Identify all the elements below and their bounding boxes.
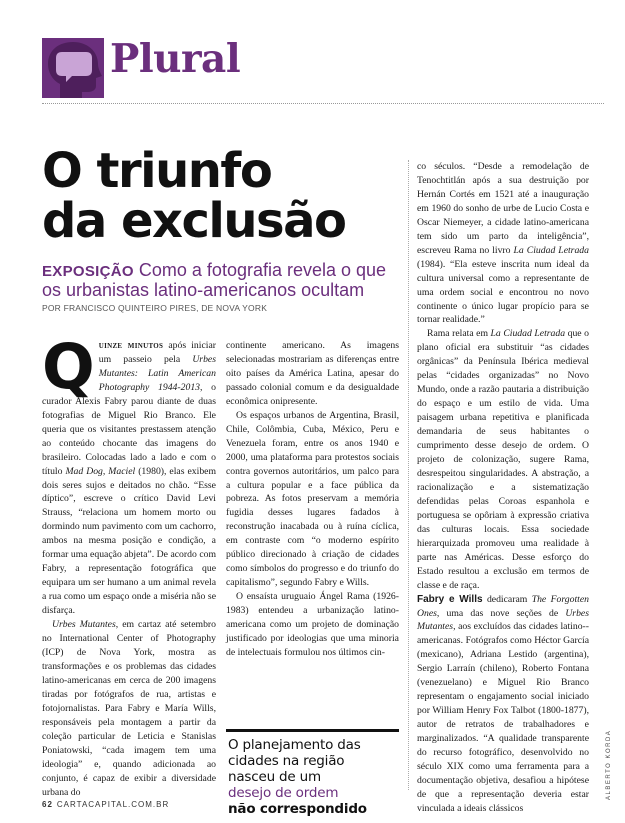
text-run: Rama relata em — [427, 328, 491, 340]
text-run: que o plano oficial era substituir “as cidades orgânicas” da Península Ibérica medieval pelas “cidades organizadas” no Novo Mundo, onde a razão pautaria a distribuição do espaço e um estilo de vida. Uma paisagem urbana repetitiva e planificada demandaria de seus habitantes o cumprimento desse desejo de ordem. O projeto de colonização, sugere Rama, desrespeitou singularidades. A abstração, a racionalização e a sistematização defendidas pelas Coroas espanhola e portuguesa se opôriam à expressão criativa das culturas locais. Essa sociedade hierarquizada promoveu uma realidade à parte nas Américas. Desse esforço do Estado resultou a exclusão em termos de classe e de raça. — [417, 328, 589, 591]
paragraph — [417, 593, 589, 816]
pullquote-line: nasceu de um — [228, 769, 321, 785]
section-title-italic: The Forgotten Ones — [417, 593, 589, 619]
page-footer — [42, 800, 169, 809]
headline — [42, 143, 402, 249]
text-run: , uma das nove seções de — [436, 607, 566, 619]
deck-text: Como a fotografia revela o que os urbanistas latino-americanos ocultam — [42, 260, 387, 300]
exhibition-title: Urbes Mutantes: Latin American Photography 1944-2013 — [98, 353, 216, 393]
book-title: La Ciudad Letrada — [490, 328, 566, 340]
text-run: (1984). “Ela esteve inscrita num ideal da cultura universal como a representante de uma ordem social e encontrou no novo continente o único lugar propício para se tornar realidade.” — [417, 258, 589, 326]
exhibition-title: Urbes Mutantes — [52, 619, 116, 631]
byline: POR FRANCISCO QUINTEIRO PIRES, DE NOVA YORK — [42, 303, 268, 313]
text-run: (1980), elas exibem dois seres sujos e deitados no chão. “Esse díptico”, escreve o crítico David Levi Strauss, “relaciona um homem morto ou dormindo num pavimento com um cachorro, ambos na mesma posição e condição, a formar uma equação abjeta”. De acordo com Fabry, a representação fotográfica que equipara um ser humano a um animal revela a rua como um espaço onde a miséria não se disfarça. — [42, 465, 216, 617]
pullquote-line: não correspondido — [228, 801, 367, 817]
text-run: , o curador Alexis Fabry parou diante de duas fotografias de Miguel Rio Branco. Ele queria que os visitantes prestassem atenção ao conteúdo chocante das imagens do brasileiro. Colocadas lado a lado e com o título — [42, 381, 217, 477]
paragraph: O ensaísta uruguaio Ángel Rama (1926-1983) entendeu a urbanização latino-americana como um projeto de dominação justificado por ideologias que uma minoria de intelectuais formulou nos últimos cin- — [226, 591, 399, 658]
pullquote-line: cidades na região — [228, 753, 345, 769]
text-run: , em cartaz até setembro no International Center of Photography (ICP) de Nova York, mostra as transformações e os problemas das cidades latino-americanas em cerca de 200 imagens tiradas por fotógrafos de rua, artistas e fotojornalistas. Para Fabry e María Wills, responsáveis pela montagem a partir da coleção particular de Leticia e Stanislas Poniatowski, “cada imagem tem uma ideologia” e, quando adicionada ao conjunto, é capaz de exibir a diversidade urbana do — [42, 619, 216, 798]
body-column-2 — [226, 339, 399, 660]
body-column-1 — [42, 330, 217, 799]
deck-kicker: EXPOSIÇÃO — [42, 263, 134, 280]
column-divider — [408, 160, 409, 790]
paragraph — [42, 618, 216, 799]
paragraph: Os espaços urbanos de Argentina, Brasil, Chile, Colômbia, Cuba, México, Peru e Venezuela foram, entre os anos 1940 e 2000, uma plataforma para protestos sociais contra governos autoritários, um palco para a cultura popular e a face pública da pobreza. As fotos preservam a memória fugidia desses lugares fadados à reconstrução inacabada ou à ruína cíclica, em contraste com “o moderno espírito público direcionado à criação de cidades como símbolos do progresso e do triunfo do capitalismo”, segundo Fabry e Wills. — [226, 409, 399, 589]
lead-in: uinze minutos — [98, 340, 164, 351]
headline-line-2: da exclusão — [42, 193, 346, 249]
body-column-3 — [417, 160, 589, 816]
paragraph — [42, 330, 217, 618]
pullquote — [228, 737, 398, 817]
paragraph — [417, 327, 589, 592]
text-run: dedicaram — [482, 593, 532, 605]
deck — [42, 261, 402, 299]
headline-line-1: O triunfo — [42, 143, 272, 199]
subhead: Fabry e Wills — [417, 593, 483, 605]
site-url: CARTACAPITAL.COM.BR — [56, 800, 170, 809]
pullquote-highlight: desejo de ordem — [228, 785, 339, 801]
speech-bubble-head-icon — [42, 38, 104, 98]
text-run: co séculos. “Desde a remodelação de Tenochtitlán após a sua destruição por Hernán Cortés em 1521 até a inauguração em 1960 do sonho de urbe de Lucio Costa e Oscar Niemeyer, a cidade latino-americana tem sido um parto da inteligência”, escreveu Rama no livro — [417, 161, 589, 256]
text-run: , aos excluídos das cidades latino--americanas. Fotógrafos como Héctor García (mexicano), Adriana Lestido (argentina), Sergio Larraín (chileno), Roberto Fontana (venezuelano) e Miguel Rio Branco representam o engajamento social iniciado por William Henry Fox Talbot (1800-1877), autor de retratos de trabalhadores e marginalizados. “A qualidade transparente do recurso fotográfico, desenvolvido no século XIX como uma ferramenta para a documentação objetiva, desafiou a hipótese de que a representação deveria estar vinculada a ideais clássicos — [417, 621, 589, 814]
pullquote-line: O planejamento das — [228, 737, 361, 753]
text-run: após iniciar um passeio pela — [98, 340, 216, 365]
header-divider — [42, 103, 604, 104]
pullquote-rule — [226, 729, 399, 732]
book-title: La Ciudad Letrada — [513, 244, 589, 256]
photo-credit: ALBERTO KORDA — [606, 729, 612, 800]
paragraph — [417, 160, 589, 327]
page-number: 62 — [42, 800, 53, 809]
exhibition-title: Urbes Mutantes — [417, 607, 589, 633]
section-title: Plural — [110, 36, 241, 82]
paragraph: continente americano. As imagens selecionadas mostrariam as diferenças entre oito países da América Latina, apesar do passado colonial comum e da desigualdade econômica onipresente. — [226, 340, 399, 407]
drop-cap: Q — [42, 330, 95, 403]
section-logo — [42, 38, 104, 98]
artwork-title: Mad Dog, Maciel — [65, 465, 136, 477]
